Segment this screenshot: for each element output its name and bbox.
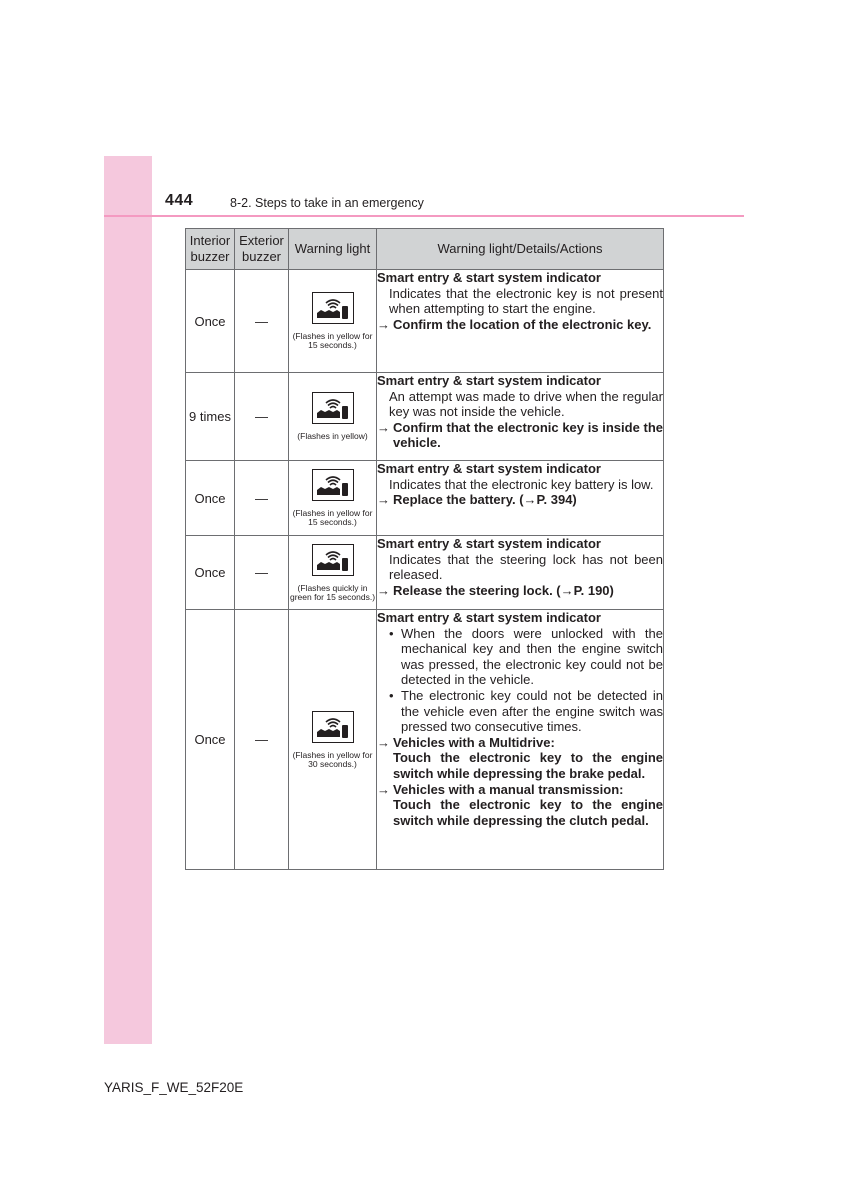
table-row [186,536,664,610]
action-detail: Touch the electronic key to the engine switch while depressing the clutch pedal. [393,797,663,828]
col-exterior-buzzer: Exterior buzzer [235,229,289,270]
interior-buzzer-cell: 9 times [186,373,235,461]
col-details-actions: Warning light/Details/Actions [377,229,664,270]
arrow-symbol: → [377,781,390,797]
smart-key-indicator-icon [312,711,354,743]
warning-light-cell [289,461,377,536]
exterior-buzzer-cell: — [235,373,289,461]
warning-table [185,228,664,870]
indicator-description: Indicates that the steering lock has not been released. [389,551,663,583]
indicator-title: Smart entry & start system indicator [377,461,601,476]
details-cell [377,461,664,536]
action-text: Release the steering lock. (→P. 190) [393,582,614,598]
smart-key-indicator-icon [312,392,354,424]
indicator-description: An attempt was made to drive when the regular key was not inside the vehicle. [389,388,663,420]
header-rule [104,215,744,217]
table-row [186,270,664,373]
smart-key-indicator-icon [312,469,354,501]
interior-buzzer-cell: Once [186,536,235,610]
action-detail: Touch the electronic key to the engine switch while depressing the brake pedal. [393,750,663,781]
warning-light-caption: (Flashes in yellow) [297,431,368,441]
exterior-buzzer-cell: — [235,610,289,870]
interior-buzzer-cell: Once [186,461,235,536]
details-cell [377,610,664,870]
bullet-item [377,688,663,735]
action-line [377,420,663,451]
page-number: 444 [165,192,194,209]
exterior-buzzer-cell: — [235,270,289,373]
table-row [186,461,664,536]
col-warning-light: Warning light [289,229,377,270]
action-line [377,317,663,333]
table-header-row [186,229,664,270]
arrow-symbol: → [377,582,390,598]
bullet-text: The electronic key could not be detected in the vehicle even after the engine switch was pressed two consecutive times. [401,687,663,735]
action-text: Confirm the location of the electronic key. [393,316,652,332]
warning-light-cell [289,373,377,461]
bullet-text: When the doors were unlocked with the mechanical key and then the engine switch was pressed, the electronic key could not be detected in the vehicle. [401,625,663,688]
interior-buzzer-cell: Once [186,610,235,870]
indicator-title: Smart entry & start system indicator [377,373,601,388]
indicator-description: Indicates that the electronic key is not present when attempting to start the engine. [389,285,663,317]
bullet-symbol: • [389,625,394,641]
indicator-title: Smart entry & start system indicator [377,610,601,625]
warning-light-cell [289,270,377,373]
indicator-title: Smart entry & start system indicator [377,270,601,285]
arrow-symbol: → [377,492,390,508]
arrow-symbol: → [377,734,390,750]
smart-key-indicator-icon [312,292,354,324]
warning-light-cell [289,610,377,870]
indicator-description: Indicates that the electronic key battery is low. [389,476,654,492]
action-text: Confirm that the electronic key is inside the vehicle. [393,419,663,451]
action-line [377,782,663,798]
section-title: 8-2. Steps to take in an emergency [230,196,424,210]
details-cell [377,270,664,373]
warning-light-caption: (Flashes quickly in green for 15 seconds.) [289,582,376,602]
exterior-buzzer-cell: — [235,461,289,536]
col-interior-buzzer: Interior buzzer [186,229,235,270]
table-row [186,373,664,461]
warning-light-caption: (Flashes in yellow for 15 seconds.) [292,508,373,527]
interior-buzzer-cell: Once [186,270,235,373]
action-text: Replace the battery. (→P. 394) [393,492,577,508]
action-line [377,492,663,508]
indicator-title: Smart entry & start system indicator [377,536,601,551]
details-cell [377,373,664,461]
action-line [377,735,663,751]
document-code: YARIS_F_WE_52F20E [104,1080,244,1095]
details-cell [377,536,664,610]
smart-key-indicator-icon [312,544,354,576]
exterior-buzzer-cell: — [235,536,289,610]
arrow-symbol: → [377,316,390,332]
side-tab [104,156,152,1044]
bullet-symbol: • [389,687,394,703]
arrow-symbol: → [377,419,390,435]
warning-light-caption: (Flashes in yellow for 15 seconds.) [292,331,373,350]
action-label: Vehicles with a Multidrive: [393,734,555,750]
warning-light-caption: (Flashes in yellow for 30 seconds.) [292,749,373,769]
action-label: Vehicles with a manual transmission: [393,781,624,797]
table-row [186,610,664,870]
warning-light-cell [289,536,377,610]
bullet-item [377,626,663,688]
action-line [377,583,663,599]
